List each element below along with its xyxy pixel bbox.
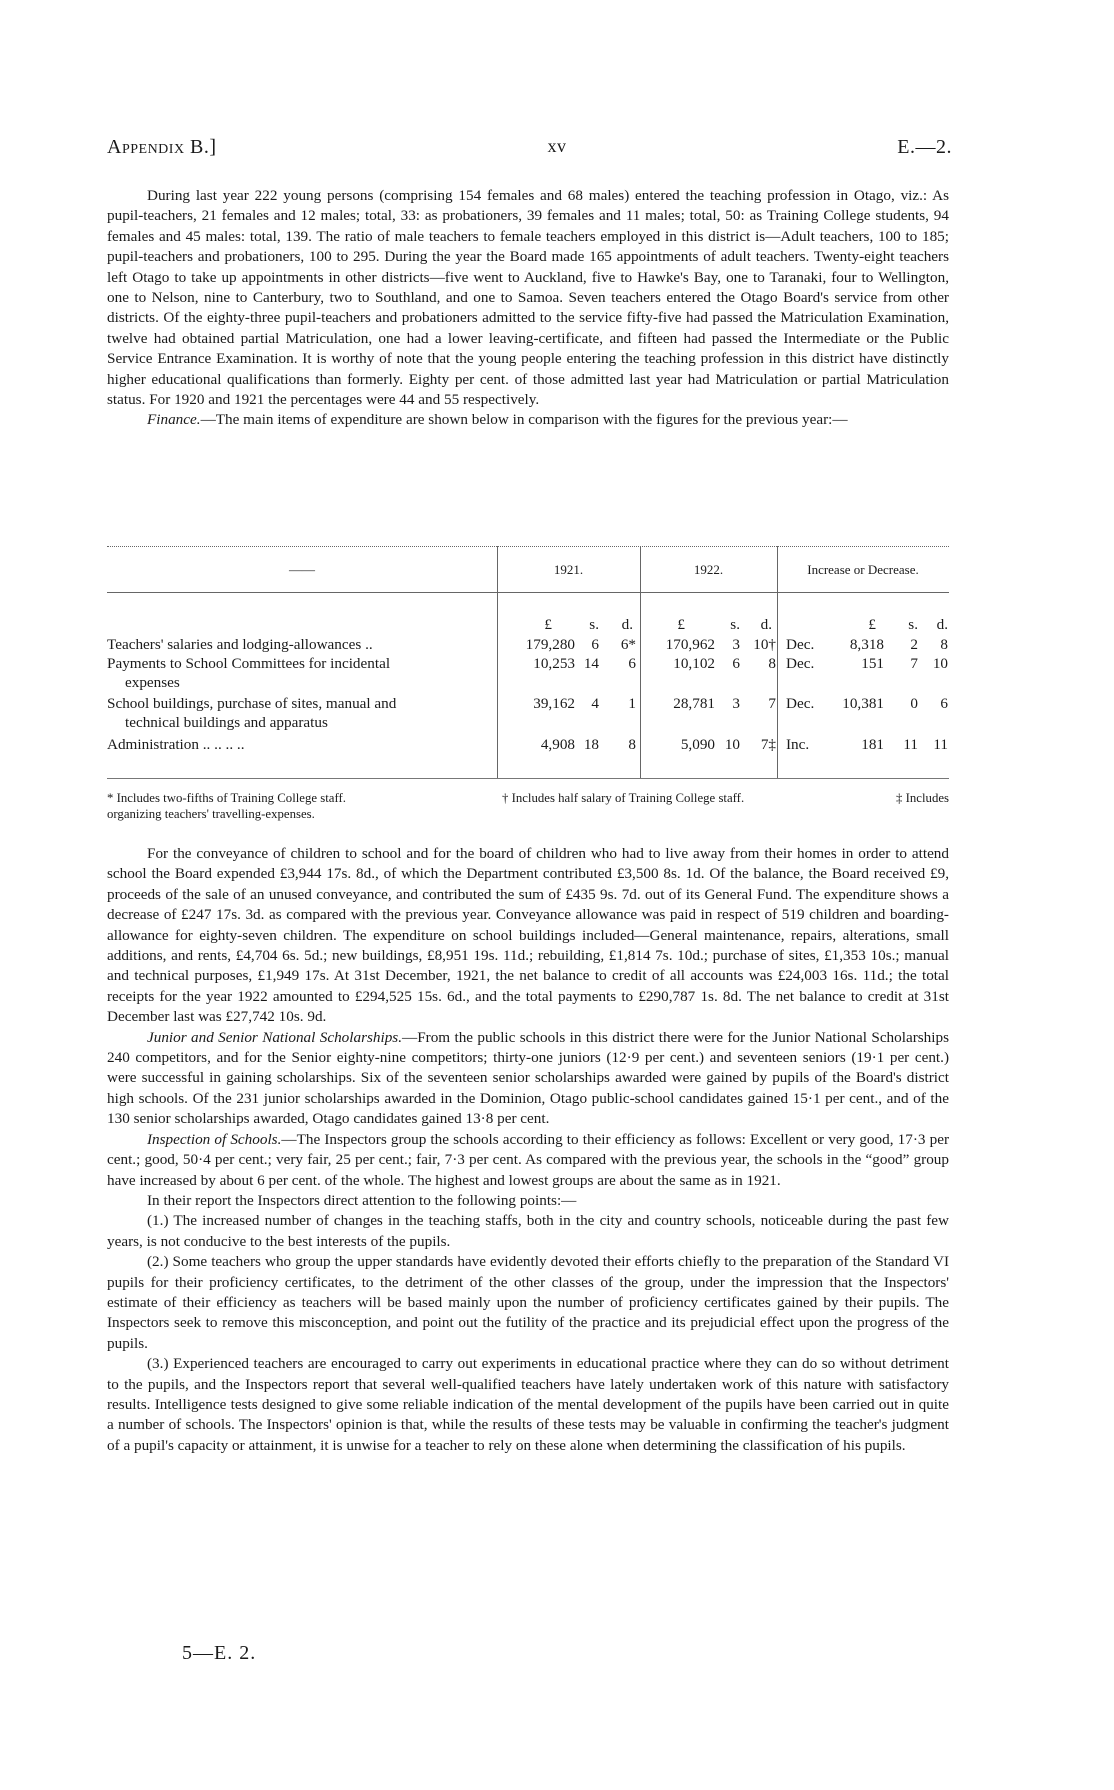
value-1921-shillings: 18 [583,736,599,753]
scholarships-text: —From the public schools in this district there were for the Junior National Scholarships 240 competitors, and for the Senior eighty-nine competitors; thirty-one juniors (12·9 per cent.) and seventeen seniors (19·1 per cent.) were successful in gaining scholarships. Six of the seventeen senior scholarships awarded were gained by pupils of the Board's district high schools. Of the 231 junior scholarships awarded in the Dominion, Otago public-school candidates gained 15·1 per cent., and of the 130 senior scholarships awarded, Otago candidates gained 13·8 per cent. [107,1028,949,1128]
unit-pence: d. [760,616,772,633]
column-header-change: Increase or Decrease. [807,562,919,577]
paragraph-teaching-profession: During last year 222 young persons (comprising 154 females and 68 males) entered the teaching profession in Otago, viz.: As pupil-teachers, 21 females and 12 males; total, 33: as probationers, 39 females and 11 males; total, 50: as Training College students, 94 females and 45 males: total, 139. The ratio of male teachers to female teachers employed in this district is—Adult teachers, 100 to 185; pupil-teachers and probationers, 100 to 295. During the year the Board made 165 appointments of adult teachers. Twenty-eight teachers left Otago to take up appointments in other districts—five went to Auckland, five to Hawke's Bay, one to Taranaki, four to Wellington, one to Nelson, nine to Canterbury, two to Southland, and one to Samoa. Seven teachers entered the Otago Board's service from other districts. Of the eighty-three pupil-teachers and probationers admitted to the service fifty-five had passed the Matriculation Examination, twelve had obtained partial Matriculation, one had a lower leaving-certificate, and fifteen had passed the Intermediate or the Public Service Entrance Examination. It is worthy of note that the young people entering the teaching profession in this district have distinctly higher educational qualifications than formerly. Eighty per cent. of those admitted last year had Matriculation or partial Matriculation status. For 1920 and 1921 the percentages were 44 and 55 respectively. [107,187,949,409]
footnote-3-continued: organizing teachers' travelling-expenses. [107,807,315,821]
change-pounds: 181 [861,736,884,753]
footnote-1: * Includes two-fifths of Training College staff. [107,791,346,805]
table-row-label: Payments to School Committees for incidental expenses [107,655,391,691]
value-1921-pence: 1 [628,695,636,712]
finance-heading: Finance. [147,411,201,429]
value-1922-pence: 10† [753,636,776,653]
value-1921-pounds: 4,908 [540,736,575,753]
header-page-number: xv [547,136,567,156]
change-shillings: 11 [903,736,918,753]
change-pence: 8 [940,636,948,653]
table-footnotes [107,790,949,822]
value-1922-shillings: 6 [732,655,740,672]
value-1921-pence: 6 [628,655,636,672]
unit-pence: d. [621,616,633,633]
value-1922-pence: 7 [768,695,776,712]
change-shillings: 7 [910,655,918,672]
column-header-label: —— [289,562,315,577]
paragraph-scholarships [107,1028,949,1130]
table-row-label: Teachers' salaries and lodging-allowances .. [107,636,373,653]
value-1921-shillings: 6 [591,636,599,653]
change-shillings: 2 [910,636,918,653]
change-pence: 6 [940,695,948,712]
footer-page-number: 5—E. 2. [182,1642,257,1664]
footnote-3: ‡ Includes [896,791,949,805]
table-bottom-rule [107,778,949,779]
value-1921-pounds: 39,162 [533,695,575,712]
header-appendix: Appendix B.] [107,136,217,158]
paragraph-points-intro: In their report the Inspectors direct attention to the following points:— [147,1191,577,1209]
column-divider [640,546,641,778]
table-row-label: Administration .. .. .. .. [107,736,245,753]
unit-pounds: £ [677,616,685,633]
unit-shillings: s. [730,616,740,633]
paragraph-conveyance: For the conveyance of children to school and for the board of children who had to live away from their homes in order to attend school the Board expended £3,944 17s. 8d., of which the Department contributed £3,500 8s. 1d. Of the balance, the Board received £9, proceeds of the sale of an unused conveyance, and contributed the sum of £435 9s. 7d. out of its General Fund. The expenditure shows a decrease of £247 17s. 3d. as compared with the previous year. Conveyance allowance was paid in respect of 519 children and boarding-allowance for eighty-seven children. The expenditure on school buildings included—General maintenance, repairs, alterations, small additions, and rents, £4,704 6s. 5d.; new buildings, £8,951 19s. 11d.; rebuilding, £1,814 7s. 10d.; purchase of sites, £1,353 10s.; manual and technical purposes, £1,949 17s. At 31st December, 1921, the net balance to credit of all accounts was £24,003 16s. 11d.; the total receipts for the year 1922 amounted to £294,525 15s. 6d., and the total payments to £290,787 1s. 8d. The net balance to credit at 31st December last was £27,742 10s. 9d. [107,845,949,1026]
change-type: Inc. [786,736,810,753]
paragraph-point-1: (1.) The increased number of changes in the teaching staffs, both in the city and country schools, noticeable during the past few years, is not conducive to the best interests of the pupils. [107,1212,949,1250]
value-1922-pounds: 10,102 [673,655,715,672]
paragraph-point-3: (3.) Experienced teachers are encouraged to carry out experiments in educational practice where they can do so without detriment to the pupils, and the Inspectors report that several well-qualified teachers have lately undertaken work of this nature with satisfactory results. Intelligence tests designed to give some reliable indication of the mental development of the pupils have been carried out in quite a number of schools. The Inspectors' opinion is that, while the results of these tests may be valuable in confirming the teacher's judgment of a pupil's capacity or attainment, it is unwise for a teacher to rely on these alone when determining the classification of his pupils. [107,1355,949,1454]
value-1921-shillings: 14 [583,655,599,672]
value-1922-shillings: 3 [732,636,740,653]
unit-shillings: s. [589,616,599,633]
value-1921-pence: 8 [628,736,636,753]
value-1922-pounds: 5,090 [680,736,715,753]
change-pounds: 10,381 [842,695,884,712]
value-1921-pence: 6* [620,636,636,653]
column-divider [497,546,498,778]
unit-shillings: s. [908,616,918,633]
value-1922-pounds: 28,781 [673,695,715,712]
inspection-heading: Inspection of Schools. [147,1130,282,1148]
value-1922-shillings: 3 [732,695,740,712]
value-1921-shillings: 4 [591,695,599,712]
table-top-rule [107,546,949,547]
unit-pounds: £ [868,616,876,633]
change-shillings: 0 [910,695,918,712]
change-pence: 10 [932,655,948,672]
column-header-1921: 1921. [553,562,584,577]
table-row-label: School buildings, purchase of sites, manual and technical buildings and apparatus [107,695,397,731]
change-type: Dec. [786,695,815,712]
unit-pence: d. [936,616,948,633]
column-header-1922: 1922. [693,562,724,577]
scholarships-heading: Junior and Senior National Scholarships. [147,1028,403,1046]
paragraph-inspection [107,1130,949,1191]
value-1921-pounds: 10,253 [533,655,575,672]
change-pounds: 151 [861,655,884,672]
paragraph-finance [107,410,949,430]
value-1922-pounds: 170,962 [665,636,715,653]
inspection-text: —The Inspectors group the schools according to their efficiency as follows: Excellent or very good, 17·3 per cent.; good, 50·4 per cent.; very fair, 25 per cent.; fair, 7·3 per cent. As compared with the previous year, the schools in the “good” group have increased by about 6 per cent. of the whole. The highest and lowest groups are about the same as in 1921. [107,1130,949,1189]
change-pounds: 8,318 [849,636,884,653]
paragraph-point-2: (2.) Some teachers who group the upper standards have evidently devoted their efforts chiefly to the preparation of the Standard VI pupils for their proficiency certificates, to the detriment of the other classes of the group, under the impression that the Inspectors' estimate of their efficiency as teachers will be based mainly upon the number of proficiency certificates gained by their pupils. The Inspectors seek to remove this misconception, and point out the futility of the practice and its prejudicial effect upon the progress of the pupils. [107,1253,949,1352]
finance-text: —The main items of expenditure are shown below in comparison with the figures for the previous year:— [200,411,848,429]
footnote-2: † Includes half salary of Training College staff. [502,791,745,805]
table-header-rule [107,592,949,593]
value-1922-pence: 7‡ [760,736,776,753]
unit-pounds: £ [544,616,552,633]
header-document-code: E.—2. [897,136,952,158]
value-1921-pounds: 179,280 [525,636,575,653]
body-block-bottom [107,844,949,1456]
body-block-top [107,186,949,431]
change-pence: 11 [933,736,948,753]
value-1922-shillings: 10 [724,736,740,753]
column-divider [777,546,778,778]
value-1922-pence: 8 [768,655,776,672]
change-type: Dec. [786,636,815,653]
change-type: Dec. [786,655,815,672]
